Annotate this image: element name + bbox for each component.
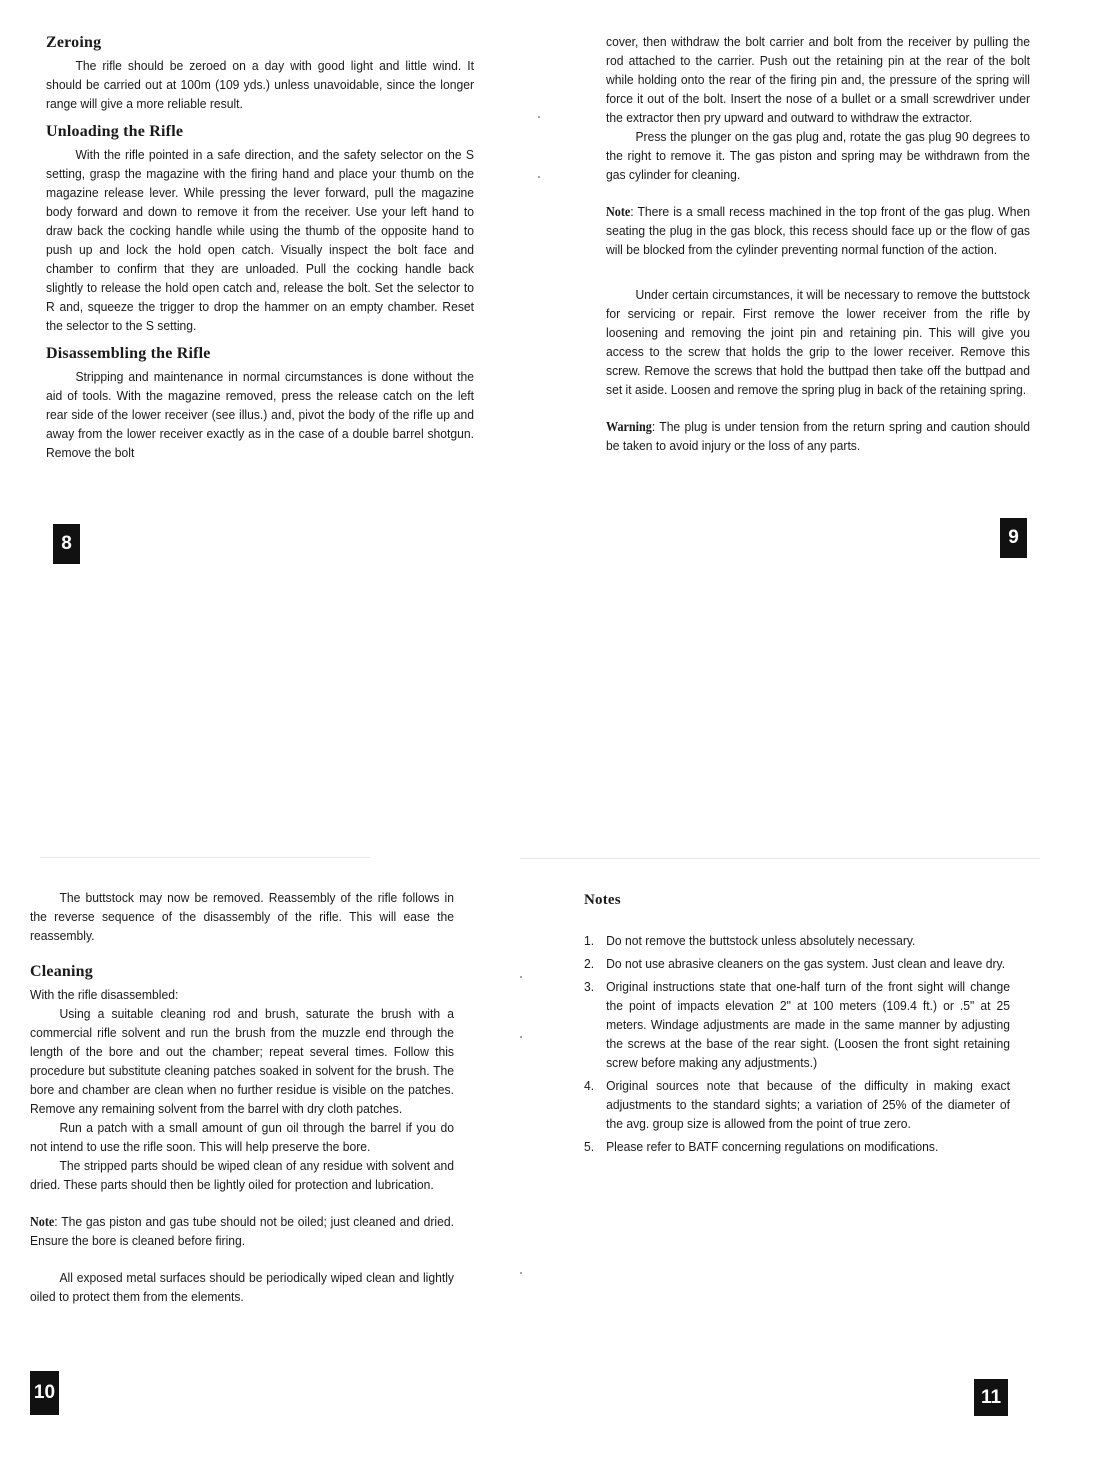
list-item (584, 954, 1010, 973)
metal-surfaces-paragraph: All exposed metal surfaces should be periodically wiped clean and lightly oiled to protect them from the elements. (30, 1270, 455, 1304)
cleaning-paragraph-2: Run a patch with a small amount of gun oil through the barrel if you do not intend to use the rifle soon. This will help preserve the bore. (30, 1120, 455, 1154)
list-item (584, 977, 1010, 1072)
list-item (584, 931, 1010, 950)
list-item-number: 2. (584, 956, 595, 971)
unloading-heading: Unloading the Rifle (46, 123, 184, 140)
oiling-note (30, 1212, 454, 1250)
scan-speck (538, 116, 540, 118)
cleaning-paragraph-1: Using a suitable cleaning rod and brush, saturate the brush with a commercial rifle solvent and run the brush from the muzzle end through the length of the bore and out the chamber; repeat several times. Follow this procedure but substitute cleaning patches soaked in solvent for the brush. The bore and chamber are clean when no further residue is visible on the patches. Remove any remaining solvent from the barrel with dry cloth patches. (30, 1006, 455, 1116)
disassembling-heading: Disassembling the Rifle (46, 345, 211, 362)
note-label: Note (30, 1214, 55, 1229)
note-text: : There is a small recess machined in the top front of the gas plug. When seating the plug in the gas block, this recess should face up or the flow of gas will be blocked from the cylinder preventing normal function of the action. (606, 204, 1031, 257)
page-10 (30, 888, 454, 1306)
notes-heading: Notes (584, 892, 621, 908)
page-number-11: 11 (974, 1379, 1008, 1416)
list-item (584, 1137, 1010, 1156)
spring-warning (606, 417, 1030, 455)
warning-label: Warning (606, 419, 652, 434)
note-label: Note (606, 204, 631, 219)
cleaning-heading: Cleaning (30, 963, 93, 980)
list-item-text: Do not remove the buttstock unless absolutely necessary. (606, 933, 916, 948)
scan-speck (520, 1272, 522, 1274)
list-item-text: Original sources note that because of the difficulty in making exact adjustments to the standard sights; a variation of 25% of the diameter of the avg. group size is allowed from the point of true zero. (606, 1078, 1011, 1131)
warning-text: : The plug is under tension from the return spring and caution should be taken to avoid injury or the loss of any parts. (606, 419, 1031, 453)
note-text: : The gas piston and gas tube should not be oiled; just cleaned and dried. Ensure the bore is cleaned before firing. (30, 1214, 455, 1248)
gas-plug-paragraph: Press the plunger on the gas plug and, rotate the gas plug 90 degrees to the right to remove it. The gas piston and spring may be withdrawn from the gas cylinder for cleaning. (606, 129, 1031, 182)
list-item-text: Please refer to BATF concerning regulations on modifications. (606, 1139, 939, 1154)
scan-speck (520, 1036, 522, 1038)
reassembly-paragraph: The buttstock may now be removed. Reassembly of the rifle follows in the reverse sequence of the disassembly of the rifle. This will ease the reassembly. (30, 890, 455, 943)
zeroing-paragraph: The rifle should be zeroed on a day with good light and little wind. It should be carried out at 100m (109 yds.) unless unavoidable, since the longer range will give a more reliable result. (46, 58, 475, 111)
buttstock-removal-paragraph: Under certain circumstances, it will be necessary to remove the buttstock for servicing or repair. First remove the lower receiver from the rifle by loosening and removing the joint pin and retaining pin. This will give you access to the screw that holds the grip to the lower receiver. Remove this screw. Remove the screws that hold the buttpad then take off the buttpad and set it aside. Loosen and remove the spring plug in back of the retaining spring. (606, 287, 1031, 397)
list-item-number: 4. (584, 1078, 595, 1093)
gas-plug-note (606, 202, 1030, 259)
list-item (584, 1076, 1010, 1133)
disassembling-paragraph: Stripping and maintenance in normal circumstances is done without the aid of tools. With the magazine removed, press the release catch on the left rear side of the lower receiver (see illus.) and, pivot the body of the rifle up and away from the lower receiver exactly as in the case of a double barrel shotgun. Remove the bolt (46, 369, 475, 460)
cleaning-paragraph-3: The stripped parts should be wiped clean of any residue with solvent and dried. These parts should then be lightly oiled for protection and lubrication. (30, 1158, 455, 1192)
list-item-text: Do not use abrasive cleaners on the gas system. Just clean and leave dry. (606, 956, 1006, 971)
page-number-10: 10 (30, 1371, 59, 1415)
scan-artifact (40, 857, 370, 858)
scan-speck (538, 176, 540, 178)
notes-list (584, 931, 1010, 1156)
bolt-removal-paragraph: cover, then withdraw the bolt carrier and bolt from the receiver by pulling the rod attached to the carrier. Push out the retaining pin at the rear of the bolt while holding onto the rear of the firing pin and, the pressure of the spring will force it out of the bolt. Insert the nose of a bullet or a small screwdriver under the extractor then pry upward and outward to withdraw the extractor. (606, 34, 1031, 125)
page-9 (606, 32, 1030, 455)
page-11 (584, 892, 1010, 1160)
cleaning-intro: With the rifle disassembled: (30, 987, 179, 1002)
list-item-text: Original instructions state that one-half turn of the front sight will change the point of impacts elevation 2" at 100 meters (109.4 ft.) or .5" at 25 meters. Windage adjustments are made in the same manner by adjusting the screws at the base of the rear sight. (Loosen the front sight retaining screw before making any adjustments.) (606, 979, 1011, 1070)
list-item-number: 3. (584, 979, 595, 994)
page-number-8: 8 (53, 524, 80, 564)
list-item-number: 5. (584, 1139, 595, 1154)
scan-artifact (520, 858, 1040, 859)
list-item-number: 1. (584, 933, 595, 948)
zeroing-heading: Zeroing (46, 34, 102, 51)
page-8 (46, 34, 474, 462)
page-number-9: 9 (1000, 518, 1027, 558)
unloading-paragraph: With the rifle pointed in a safe direction, and the safety selector on the S setting, grasp the magazine with the firing hand and place your thumb on the magazine release lever. While pressing the lever forward, pull the magazine body forward and down to remove it from the receiver. Use your left hand to draw back the cocking handle while using the thumb of the opposite hand to push up and lock the hold open catch. Visually inspect the bolt face and chamber to confirm that they are unloaded. Pull the cocking handle back slightly to release the hold open catch and, release the bolt. Set the selector to R and, squeeze the trigger to drop the hammer on an empty chamber. Reset the selector to the S setting. (46, 147, 475, 333)
scan-speck (520, 976, 522, 978)
